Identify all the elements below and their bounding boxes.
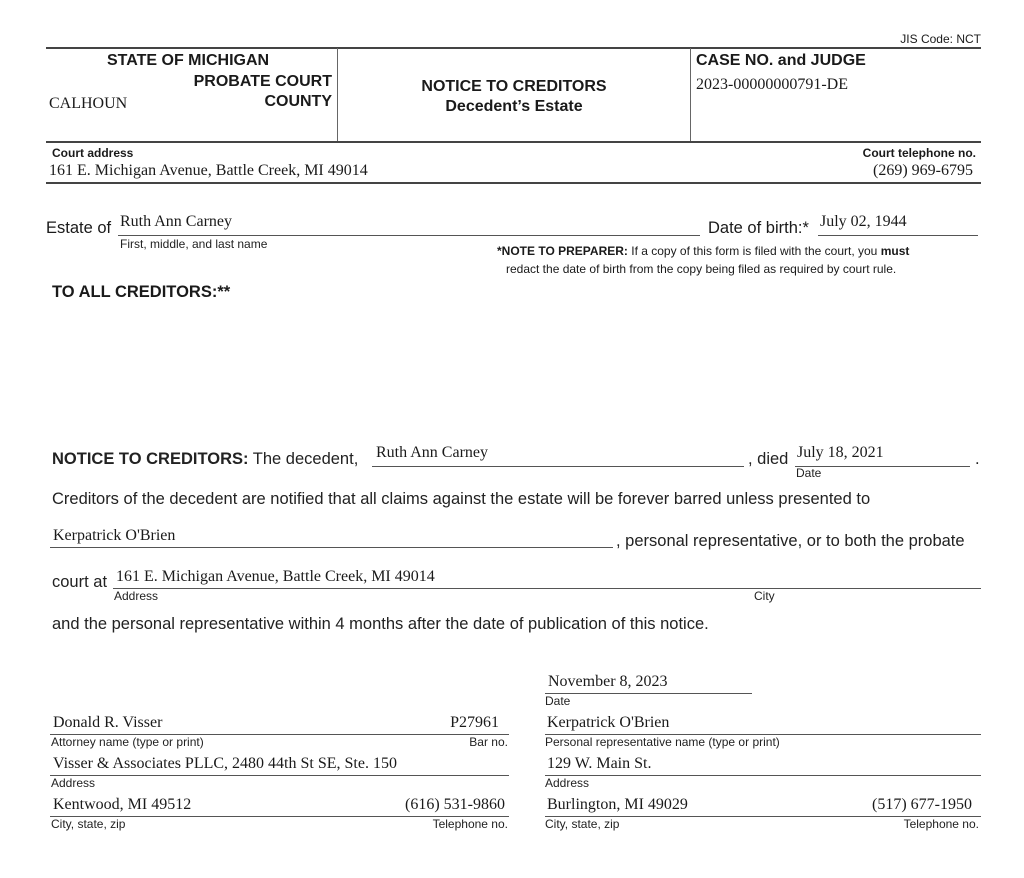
court-at-address-field[interactable]: 161 E. Michigan Avenue, Battle Creek, MI 49014 [116,568,435,585]
rep-phone-field[interactable]: (517) 677-1950 [872,796,972,813]
rep-address-field[interactable]: 129 W. Main St. [547,755,652,772]
personal-rep-underline [50,547,613,548]
rep-city-field[interactable]: Burlington, MI 49029 [547,796,688,813]
estate-name-field[interactable]: Ruth Ann Carney [120,213,232,230]
jis-code: JIS Code: NCT [900,32,981,46]
rep-city-caption: City, state, zip [545,817,620,831]
rep-name-field[interactable]: Kerpatrick O'Brien [547,714,670,731]
preparer-note-must: must [880,244,910,258]
rep-phone-caption: Telephone no. [903,817,979,831]
to-all-creditors-heading: TO ALL CREDITORS:** [52,283,231,301]
attorney-city-caption: City, state, zip [51,817,126,831]
attorney-name-field[interactable]: Donald R. Visser [53,714,163,731]
header-top-rule [46,47,981,49]
attorney-city-field[interactable]: Kentwood, MI 49512 [53,796,192,813]
court-at-address-caption: Address [114,589,159,603]
header-bottom-rule [46,141,981,143]
case-number: 2023-00000000791-DE [696,76,848,93]
death-date-field[interactable]: July 18, 2021 [797,444,884,461]
court-at-city-caption: City [754,589,775,603]
attorney-bar-caption: Bar no. [469,735,508,749]
rep-address-underline [545,775,981,776]
state-heading: STATE OF MICHIGAN [107,52,270,69]
estate-of-label: Estate of [46,219,112,237]
attorney-phone-caption: Telephone no. [432,817,508,831]
notice-lead-text: The decedent, [248,450,359,468]
attorney-address-caption: Address [51,776,96,790]
decedent-name-field[interactable]: Ruth Ann Carney [376,444,488,461]
court-at-underline [113,588,981,589]
court-phone-value: (269) 969-6795 [873,162,973,179]
court-at-label: court at [52,573,108,591]
county-label: COUNTY [264,93,332,110]
rep-date-caption: Date [545,694,571,708]
died-label: , died [748,450,789,468]
personal-rep-suffix: , personal representative, or to both the probate [616,532,965,550]
rep-date-underline [545,693,752,694]
rep-address-caption: Address [545,776,590,790]
form-subtitle: Decedent’s Estate [445,98,583,115]
attorney-phone-field[interactable]: (616) 531-9860 [405,796,505,813]
court-address-value: 161 E. Michigan Avenue, Battle Creek, MI 49014 [49,162,368,179]
rep-name-caption: Personal representative name (type or print) [545,735,780,749]
death-date-caption: Date [796,466,822,480]
preparer-note-heading: *NOTE TO PREPARER: [497,244,628,258]
header-divider-right [690,48,691,142]
personal-rep-field[interactable]: Kerpatrick O'Brien [53,527,176,544]
preparer-note-line1 [497,244,909,258]
preparer-note-text: If a copy of this form is filed with the court, you [627,244,881,258]
notice-lead-heading: NOTICE TO CREDITORS: [52,450,249,468]
attorney-bar-field[interactable]: P27961 [450,714,499,731]
decedent-name-underline [372,466,744,467]
case-label: CASE NO. and JUDGE [696,52,866,69]
dob-label: Date of birth:* [708,219,809,237]
attorney-name-caption: Attorney name (type or print) [51,735,204,749]
county-value: CALHOUN [49,95,128,112]
notice-lead [52,450,358,469]
notice-period: . [975,450,980,468]
rep-date-field[interactable]: November 8, 2023 [548,673,668,690]
form-title: NOTICE TO CREDITORS [421,78,607,95]
dob-underline [818,235,978,236]
attorney-address-field[interactable]: Visser & Associates PLLC, 2480 44th St SE, Ste. 150 [53,755,397,772]
notice-claims-text: Creditors of the decedent are notified that all claims against the estate will be forever barred unless presented to [52,490,871,508]
attorney-address-underline [50,775,509,776]
preparer-note-line2: redact the date of birth from the copy being filed as required by court rule. [506,262,897,276]
court-address-label: Court address [52,146,134,160]
estate-name-caption: First, middle, and last name [120,237,268,251]
estate-name-underline [118,235,700,236]
notice-final-text: and the personal representative within 4 months after the date of publication of this notice. [52,615,709,633]
court-row-rule [46,182,981,184]
court-heading: PROBATE COURT [193,73,332,90]
court-phone-label: Court telephone no. [862,146,976,160]
dob-field[interactable]: July 02, 1944 [820,213,907,230]
